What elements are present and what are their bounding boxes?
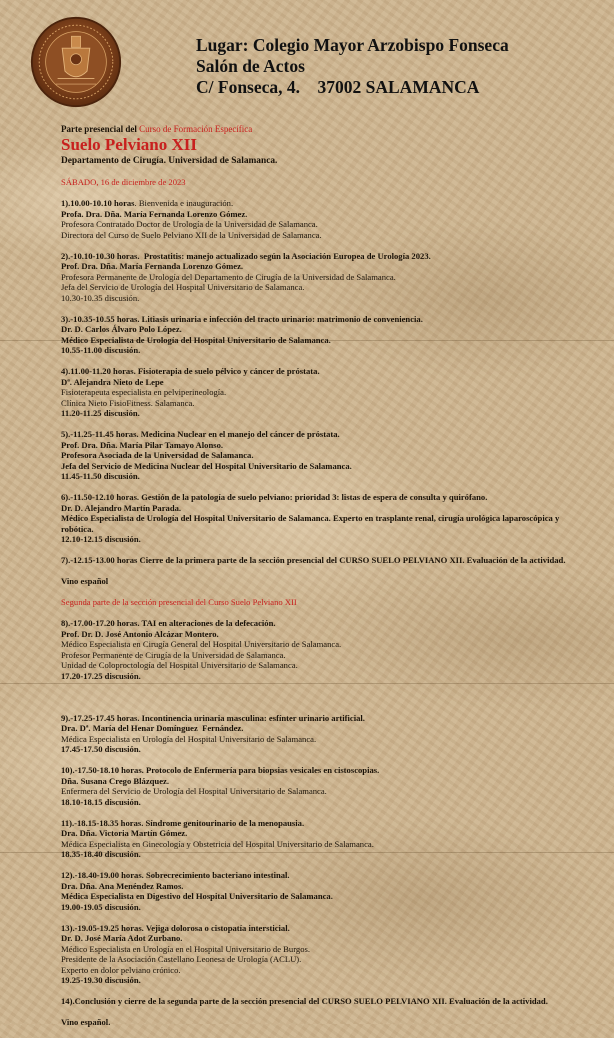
program-line <box>61 576 581 587</box>
program-line <box>61 786 581 797</box>
program-text: Enfermera del Servicio de Urología del Hospital Universitario de Salamanca. <box>61 786 327 796</box>
session-date: SÁBADO, 16 de diciembre de 2023 <box>61 177 186 187</box>
program-line <box>61 282 581 293</box>
program-item <box>61 429 581 482</box>
program-line <box>61 461 581 472</box>
program-text: 13).-19.05-19.25 horas. Vejiga dolorosa o cistopatía intersticial. <box>61 922 290 933</box>
program-line <box>61 629 581 640</box>
program-line <box>61 639 581 650</box>
program-text: 10.55-11.00 discusión. <box>61 345 141 355</box>
program-line <box>61 933 581 944</box>
program-line <box>61 377 581 388</box>
program-line <box>61 965 581 976</box>
program-text: 3).-10.35-10.55 horas. Litiasis urinaria e infección del tracto urinario: matrimonio de conveniencia. <box>61 313 423 324</box>
program-text: Dr. D. Alejandro Martín Parada. <box>61 502 182 513</box>
program-text: Dr. D. Carlos Álvaro Polo López. <box>61 324 182 334</box>
program-text: Unidad de Coloproctología del Hospital Universitario de Salamanca. <box>61 660 298 670</box>
program-text: 17.45-17.50 discusión. <box>61 744 141 754</box>
program-text: Prof. Dra. Dña. María Pilar Tamayo Alonso. <box>61 439 224 450</box>
program-text: 17.20-17.25 discusión. <box>61 670 141 681</box>
program-text: Profesor Permanente de Cirugía de la Universidad de Salamanca. <box>61 649 286 660</box>
program-item <box>61 366 581 419</box>
program-line <box>61 209 581 220</box>
program-text: 8).-17.00-17.20 horas. TAI en alteraciones de la defecación. <box>61 618 276 628</box>
program-line <box>61 261 581 272</box>
program-text: 6).-11.50-12.10 horas. Gestión de la patología de suelo pelviano: prioridad 3: listas de espera de consulta y quirófano. <box>61 492 488 502</box>
course-line <box>61 124 581 135</box>
program-line <box>61 1017 581 1028</box>
program-text: 11.45-11.50 discusión. <box>61 471 140 481</box>
program-text: Vino español. <box>61 1017 111 1027</box>
program-text: robótica. <box>61 523 94 534</box>
program-text: Presidente de la Asociación Castellano Leonesa de Urología (ACLU). <box>61 954 302 964</box>
program-line <box>61 744 581 755</box>
course-title: Suelo Pelviano XII <box>61 134 198 154</box>
program-line <box>61 440 581 451</box>
program-text: Jefa del Servicio de Urología del Hospital Universitario de Salamanca. <box>61 282 305 292</box>
program-line <box>61 975 581 986</box>
program-line <box>61 923 581 934</box>
program-text: Médico Especialista de Urología del Hospital Universitario de Salamanca. <box>61 334 331 345</box>
program-line <box>61 818 581 829</box>
program-text: 12.10-12.15 discusión. <box>61 534 141 544</box>
program-line <box>61 366 581 377</box>
program-item <box>61 198 581 240</box>
program-line <box>61 219 581 230</box>
program-line <box>61 398 581 409</box>
program-line <box>61 776 581 787</box>
program-line <box>61 650 581 661</box>
program-text: Vino español <box>61 576 109 586</box>
program-item <box>61 1017 581 1028</box>
program-text: Médica Especialista en Digestivo del Hospital Universitario de Salamanca. <box>61 891 333 901</box>
program-line <box>61 797 581 808</box>
program-line <box>61 870 581 881</box>
program-line <box>61 765 581 776</box>
program-text: Dª. Alejandra Nieto de Lepe <box>61 376 164 387</box>
program-text: 19.00-19.05 discusión. <box>61 901 141 912</box>
program-line <box>61 429 581 440</box>
program-text: 10.30-10.35 discusión. <box>61 292 140 303</box>
venue-line-3: C/ Fonseca, 4. 37002 SALAMANCA <box>196 77 480 97</box>
program-text: 14).Conclusión y cierre de la segunda parte de la sección presencial del CURSO SUELO PELVIANO XII. Evaluación de la actividad. <box>61 996 548 1006</box>
venue-line-2: Salón de Actos <box>196 56 305 76</box>
program-text: Médico Especialista de Urología del Hospital Universitario de Salamanca. Experto en trasplante renal, cirugía urológica laparoscópica y <box>61 513 560 523</box>
course-type: Curso de Formación Específica <box>139 124 253 134</box>
program-line <box>61 534 581 545</box>
program-text: 12).-18.40-19.00 horas. Sobrecrecimiento bacteriano intestinal. <box>61 870 290 880</box>
program-text: 7).-12.15-13.00 horas Cierre de la primera parte de la sección presencial del CURSO SUELO PELVIANO XII. Evaluación de la actividad. <box>61 555 566 565</box>
department-line: Departamento de Cirugía. Universidad de Salamanca. <box>61 155 278 166</box>
program-text: Fisioterapeuta especialista en pelviperineología. <box>61 387 227 397</box>
program-line <box>61 734 581 745</box>
program-text: 11).-18.15-18.35 horas. Síndrome genitourinario de la menopausia. <box>61 817 305 828</box>
program-line <box>61 618 581 629</box>
program-item <box>61 996 581 1007</box>
program-line <box>61 996 581 1007</box>
program-item <box>61 818 581 860</box>
program-line <box>61 198 581 209</box>
venue-line-1: Lugar: Colegio Mayor Arzobispo Fonseca <box>196 35 509 55</box>
program-text: 4).11.00-11.20 horas. Fisioterapia de suelo pélvico y cáncer de próstata. <box>61 366 320 376</box>
program-line <box>61 597 581 608</box>
program-line <box>61 839 581 850</box>
program-line <box>61 230 581 241</box>
program-line <box>61 251 581 262</box>
program-text: Médico Especialista en Cirugía General del Hospital Universitario de Salamanca. <box>61 639 342 649</box>
program-text: Dra. Dª. María del Henar Domínguez Fernández. <box>61 723 244 733</box>
program-item <box>61 692 581 703</box>
program-content <box>61 124 581 1038</box>
program-line <box>61 944 581 955</box>
program-text: . Bienvenida e inauguración. <box>134 198 234 208</box>
program-line <box>61 723 581 734</box>
program-line <box>61 293 581 304</box>
program-line <box>61 450 581 461</box>
program-text: Clínica Nieto FisioFitness. Salamanca. <box>61 397 195 408</box>
program-text: 2).-10.10-10.30 horas. Prostatitis: manejo actualizado según la Asociación Europea de Urología 2023. <box>61 250 431 261</box>
program-text: 10).-17.50-18.10 horas. Protocolo de Enfermería para biopsias vesicales en cistoscopias. <box>61 765 380 775</box>
program-line <box>61 660 581 671</box>
program-blocks <box>61 198 581 1038</box>
program-item <box>61 314 581 356</box>
program-line <box>61 345 581 356</box>
program-line <box>61 513 581 524</box>
program-line <box>61 828 581 839</box>
program-item <box>61 492 581 545</box>
program-text: Prof. Dra. Dña. María Fernanda Lorenzo Gómez. <box>61 261 244 271</box>
program-line <box>61 881 581 892</box>
program-line <box>61 324 581 335</box>
program-item <box>61 923 581 986</box>
program-text: Profesora Contratado Doctor de Urología de la Universidad de Salamanca. <box>61 219 318 229</box>
program-text: Dra. Dña. Victoria Martín Gómez. <box>61 828 188 838</box>
program-text: Médico Especialista en Urología en el Hospital Universitario de Burgos. <box>61 943 311 954</box>
program-text: Dra. Dña. Ana Menéndez Ramos. <box>61 880 184 891</box>
program-line <box>61 492 581 503</box>
program-text: Experto en dolor pelviano crónico. <box>61 964 181 975</box>
program-text: Segunda parte de la sección presencial del Curso Suelo Pelviano XII <box>61 597 297 607</box>
university-seal-icon <box>30 16 122 108</box>
program-text: Profa. Dra. Dña. María Fernanda Lorenzo Gómez. <box>61 208 248 219</box>
program-text: 9).-17.25-17.45 horas. Incontinencia urinaria masculina: esfínter urinario artificial. <box>61 712 365 723</box>
program-line <box>61 891 581 902</box>
program-item <box>61 618 581 681</box>
program-line <box>61 555 581 566</box>
program-line <box>61 408 581 419</box>
program-text: Directora del Curso de Suelo Pelviano XII de la Universidad de Salamanca. <box>61 229 322 240</box>
program-text: Médica Especialista en Urología del Hospital Universitario de Salamanca. <box>61 733 317 744</box>
program-text: 1).10.00-10.10 horas <box>61 198 135 208</box>
program-line <box>61 849 581 860</box>
program-text: 18.35-18.40 discusión. <box>61 849 141 859</box>
program-text: Médica Especialista en Ginecología y Obstetricia del Hospital Universitario de Salamanca. <box>61 838 374 849</box>
course-prefix: Parte presencial del <box>61 124 140 134</box>
venue-header <box>196 35 509 98</box>
program-line <box>61 335 581 346</box>
program-line <box>61 524 581 535</box>
program-line <box>61 471 581 482</box>
program-item <box>61 870 581 912</box>
program-item <box>61 576 581 587</box>
program-text: 18.10-18.15 discusión. <box>61 796 141 807</box>
program-line <box>61 503 581 514</box>
program-text: Dña. Susana Crego Blázquez. <box>61 775 169 786</box>
program-text: Prof. Dr. D. José Antonio Alcázar Montero. <box>61 628 219 639</box>
program-item <box>61 765 581 807</box>
program-line <box>61 954 581 965</box>
program-text: Profesora Asociada de la Universidad de Salamanca. <box>61 450 254 460</box>
program-text: 19.25-19.30 discusión. <box>61 975 141 985</box>
program-item <box>61 251 581 304</box>
program-text: Profesora Permanente de Urología del Departamento de Cirugía de la Universidad de Salamanca. <box>61 271 396 282</box>
program-line <box>61 671 581 682</box>
program-item <box>61 597 581 608</box>
program-line <box>61 387 581 398</box>
program-line <box>61 692 581 703</box>
program-line <box>61 314 581 325</box>
program-text: Dr. D. José María Adot Zurbano. <box>61 933 183 943</box>
program-text: Jefa del Servicio de Medicina Nuclear del Hospital Universitario de Salamanca. <box>61 460 352 471</box>
program-line <box>61 713 581 724</box>
program-line <box>61 272 581 283</box>
program-item <box>61 555 581 566</box>
program-item <box>61 713 581 755</box>
program-text: 11.20-11.25 discusión. <box>61 408 140 418</box>
program-text: 5).-11.25-11.45 horas. Medicina Nuclear en el manejo del cáncer de próstata. <box>61 429 340 439</box>
program-line <box>61 902 581 913</box>
